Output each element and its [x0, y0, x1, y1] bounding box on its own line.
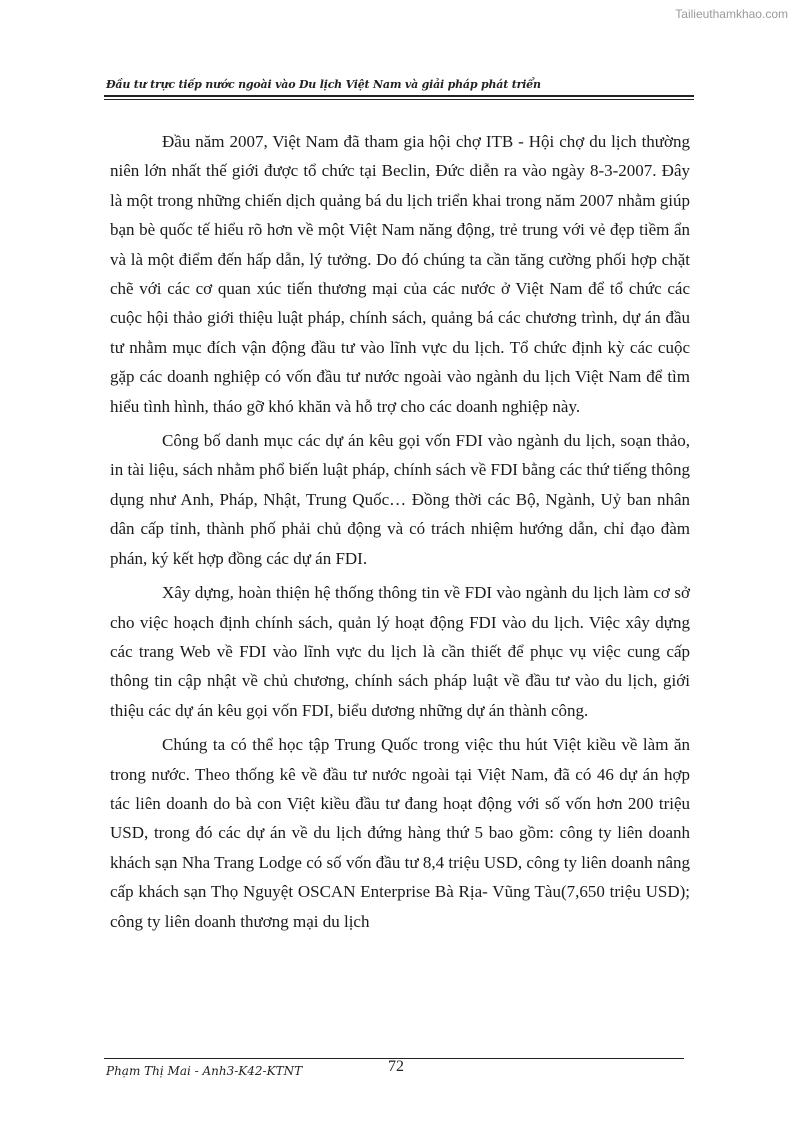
paragraph-itb-fair: Đầu năm 2007, Việt Nam đã tham gia hội chợ ITB - Hội chợ du lịch thường niên lớn nhất thế giới được tổ chức tại Beclin, Đức diễn ra vào ngày 8-3-2007. Đây là một trong những chiến dịch quảng bá du lịch triển khai trong năm 2007 nhằm giúp bạn bè quốc tế hiểu rõ hơn về một Việt Nam năng động, trẻ trung với vẻ đẹp tiềm ẩn và là một điểm đến hấp dẫn, lý tưởng. Do đó chúng ta cần tăng cường phối hợp chặt chẽ với các cơ quan xúc tiến thương mại của các nước ở Việt Nam để tổ chức các cuộc hội thảo giới thiệu luật pháp, chính sách, quảng bá các chương trình, dự án đầu tư nhằm mục đích vận động đầu tư vào lĩnh vực du lịch. Tổ chức định kỳ các cuộc gặp các doanh nghiệp có vốn đầu tư nước ngoài vào ngành du lịch Việt Nam để tìm hiểu tình hình, tháo gỡ khó khăn và hỗ trợ cho các doanh nghiệp này.	[110, 132, 690, 416]
page-number: 72	[388, 1058, 404, 1075]
paragraph-information-system: Xây dựng, hoàn thiện hệ thống thông tin về FDI vào ngành du lịch làm cơ sở cho việc hoạch định chính sách, quản lý hoạt động FDI vào du lịch. Việc xây dựng các trang Web về FDI vào lĩnh vực du lịch là cần thiết để phục vụ việc cung cấp thông tin cập nhật về chủ chương, chính sách pháp luật về đầu tư vào du lịch, giới thiệu các dự án kêu gọi vốn FDI, biểu dương những dự án thành công.	[110, 583, 690, 720]
header-rule	[104, 95, 694, 97]
running-header: Đầu tư trực tiếp nước ngoài vào Du lịch Việt Nam và giải pháp phát triển	[106, 78, 541, 91]
paragraph-fdi-projects: Công bố danh mục các dự án kêu gọi vốn FDI vào ngành du lịch, soạn thảo, in tài liệu, sách nhằm phổ biến luật pháp, chính sách về FDI bằng các thứ tiếng thông dụng như Anh, Pháp, Nhật, Trung Quốc… Đồng thời các Bộ, Ngành, Uỷ ban nhân dân cấp tỉnh, thành phố phải chủ động và có trách nhiệm hướng dẫn, chỉ đạo đàm phán, ký kết hợp đồng các dự án FDI.	[110, 431, 690, 568]
paragraph-overseas-vietnamese: Chúng ta có thể học tập Trung Quốc trong việc thu hút Việt kiều về làm ăn trong nước. Theo thống kê về đầu tư nước ngoài tại Việt Nam, đã có 46 dự án hợp tác liên doanh do bà con Việt kiều đầu tư đang hoạt động với số vốn hơn 200 triệu USD, trong đó các dự án về du lịch đứng hàng thứ 5 bao gồm: công ty liên doanh khách sạn Nha Trang Lodge có số vốn đầu tư 8,4 triệu USD, công ty liên doanh nâng cấp khách sạn Thọ Nguyệt OSCAN Enterprise Bà Rịa- Vũng Tàu(7,650 triệu USD); công ty liên doanh thương mại du lịch	[110, 735, 690, 931]
header-rule-thin	[104, 99, 694, 100]
watermark: Tailieuthamkhao.com	[675, 7, 788, 21]
body-text	[110, 127, 690, 941]
footer-author: Phạm Thị Mai - Anh3-K42-KTNT	[106, 1064, 303, 1078]
